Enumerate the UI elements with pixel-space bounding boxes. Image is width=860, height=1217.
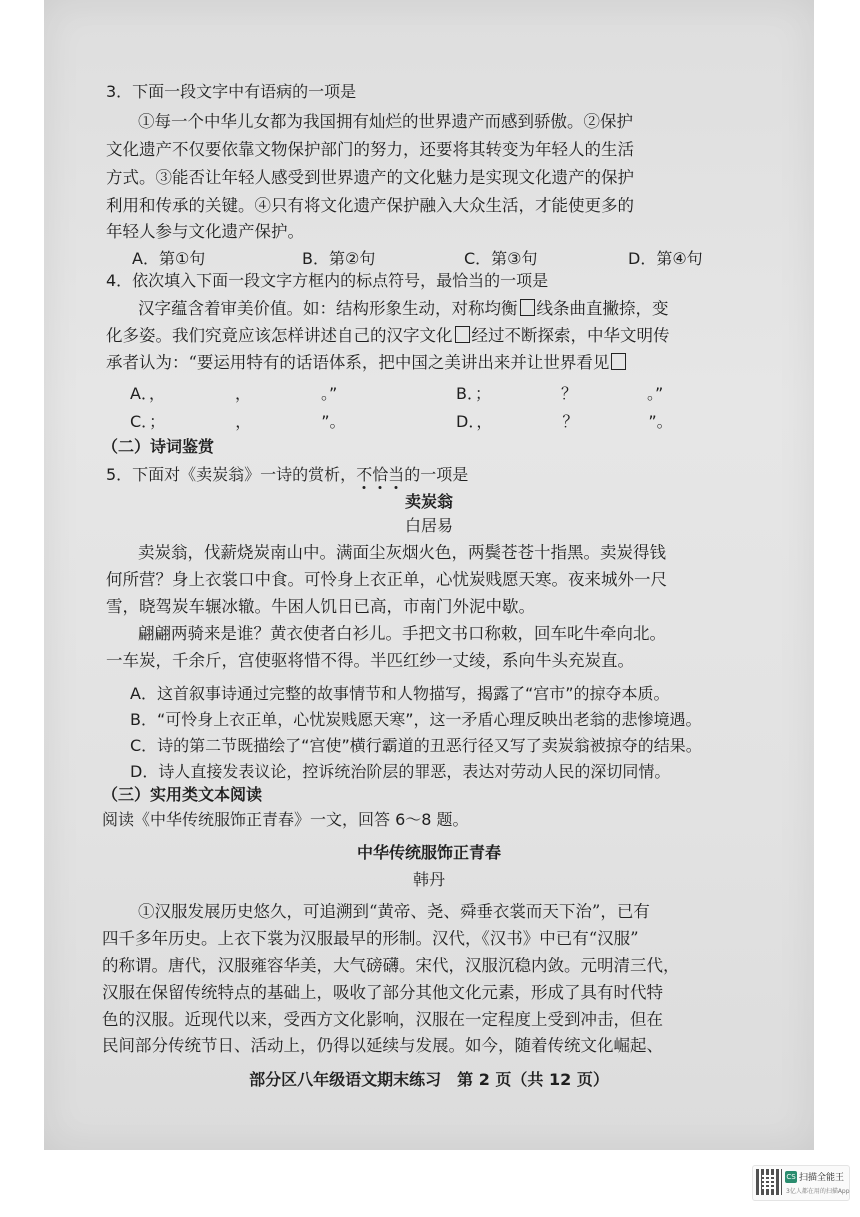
q3-passage-line: ①每一个中华儿女都为我国拥有灿烂的世界遗产而感到骄傲。②保护 xyxy=(138,112,633,131)
article-author: 韩丹 xyxy=(412,870,445,889)
poem-author: 白居易 xyxy=(404,516,453,535)
q4-option-mark: ？ xyxy=(562,412,579,431)
q5-stem-text: 5．下面对《卖炭翁》一诗的赏析， xyxy=(106,465,357,484)
q4-stem: 4．依次填入下面一段文字方框内的标点符号，最恰当的一项是 xyxy=(106,271,549,290)
emphasis-char: 不 xyxy=(356,465,373,484)
poem-line: 雪，晓驾炭车辗冰辙。牛困人饥日已高，市南门外泥中歇。 xyxy=(106,597,535,616)
q5-option-a: A．这首叙事诗通过完整的故事情节和人物描写，揭露了“宫市”的掠夺本质。 xyxy=(130,684,670,703)
emphasis-char: 恰 xyxy=(372,465,389,484)
article-line: ①汉服发展历史悠久，可追溯到“黄帝、尧、舜垂衣裳而天下治”，已有 xyxy=(138,902,650,921)
q4-passage-line xyxy=(138,299,669,319)
q3-option-d: D．第④句 xyxy=(628,249,703,268)
q4-text: 经过不断探索，中华文明传 xyxy=(471,326,670,345)
poem-line: 翩翩两骑来是谁？黄衣使者白衫儿。手把文书口称敕，回车叱牛牵向北。 xyxy=(138,624,666,643)
q4-option-mark: ”。 xyxy=(321,412,346,431)
q4-option-c xyxy=(130,409,346,432)
article-line: 色的汉服。近现代以来，受西方文化影响，汉服在一定程度上受到冲击，但在 xyxy=(102,1010,663,1029)
article-line: 的称谓。唐代，汉服雍容华美，大气磅礴。宋代，汉服沉稳内敛。元明清三代， xyxy=(102,956,680,975)
q4-text: 线条曲直撇捺，变 xyxy=(536,299,669,318)
reading-instruction: 阅读《中华传统服饰正青春》一文，回答 6～8 题。 xyxy=(102,810,469,829)
q4-option-d xyxy=(456,409,673,432)
article-line: 汉服在保留传统特点的基础上，吸收了部分其他文化元素，形成了具有时代特 xyxy=(102,983,663,1002)
q4-option-mark: B．； xyxy=(456,384,491,403)
blank-box xyxy=(520,299,535,316)
q4-option-mark: C．； xyxy=(130,412,166,431)
q5-stem-text: 的一项是 xyxy=(404,465,469,484)
q4-option-b xyxy=(456,381,663,404)
q4-option-mark: D．， xyxy=(456,412,493,431)
q4-passage-line xyxy=(106,326,670,346)
q4-option-a xyxy=(130,381,337,404)
q3-passage-line: 利用和传承的关键。④只有将文化遗产保护融入大众生活，才能使更多的 xyxy=(106,196,634,215)
q4-text: 汉字蕴含着审美价值。如：结构形象生动，对称均衡 xyxy=(138,299,518,318)
poem-line: 卖炭翁，伐薪烧炭南山中。满面尘灰烟火色，两鬓苍苍十指黑。卖炭得钱 xyxy=(138,543,666,562)
poem-title: 卖炭翁 xyxy=(404,492,453,511)
section-heading-practical: （三）实用类文本阅读 xyxy=(102,785,263,804)
q5-option-d: D．诗人直接发表议论，控诉统治阶层的罪恶，表达对劳动人民的深切同情。 xyxy=(130,762,671,781)
q3-option-c: C．第③句 xyxy=(464,249,538,268)
q3-passage-line: 文化遗产不仅要依靠文物保护部门的努力，还要将其转变为年轻人的生活 xyxy=(106,140,634,159)
app-name: 扫描全能王 xyxy=(799,1173,845,1183)
q4-option-mark: ”。 xyxy=(648,412,673,431)
qr-code-icon xyxy=(756,1169,782,1195)
poem-line: 何所营？身上衣裳口中食。可怜身上衣正单，心忧炭贱愿天寒。夜来城外一尺 xyxy=(106,570,667,589)
q4-text: 承者认为：“要运用特有的话语体系，把中国之美讲出来并让世界看见 xyxy=(106,353,610,372)
q4-passage-line xyxy=(106,353,628,373)
article-line: 四千多年历史。上衣下裳为汉服最早的形制。汉代，《汉书》中已有“汉服” xyxy=(102,929,639,948)
poem-line: 一车炭，千余斤，宫使驱将惜不得。半匹红纱一丈绫，系向牛头充炭直。 xyxy=(106,651,634,670)
emphasis-char: 当 xyxy=(388,465,405,484)
q3-passage-line: 方式。③能否让年轻人感受到世界遗产的文化魅力是实现文化遗产的保护 xyxy=(106,168,634,187)
q5-option-b: B．“可怜身上衣正单，心忧炭贱愿天寒”，这一矛盾心理反映出老翁的悲惨境遇。 xyxy=(130,710,702,729)
q5-stem xyxy=(106,465,468,485)
exam-page xyxy=(44,0,814,1150)
q3-option-a: A．第①句 xyxy=(132,249,206,268)
q4-text: 化多姿。我们究竟应该怎样讲述自己的汉字文化 xyxy=(106,326,453,345)
camscanner-logo-icon: CS xyxy=(786,1173,796,1181)
q3-option-b: B．第②句 xyxy=(302,249,376,268)
q4-option-mark: A．， xyxy=(130,384,165,403)
q3-passage-line: 年轻人参与文化遗产保护。 xyxy=(106,222,304,241)
q4-option-mark: 。” xyxy=(647,384,664,403)
blank-box xyxy=(455,326,470,343)
section-heading-poetry: （二）诗词鉴赏 xyxy=(102,437,215,456)
q4-option-mark: ？ xyxy=(560,384,577,403)
article-title: 中华传统服饰正青春 xyxy=(356,843,501,862)
q4-option-mark: ， xyxy=(234,384,251,403)
scanner-watermark xyxy=(752,1165,850,1201)
q3-stem: 3．下面一段文字中有语病的一项是 xyxy=(106,82,357,101)
blank-box xyxy=(611,353,626,370)
q4-option-mark: ， xyxy=(235,412,252,431)
page-footer: 部分区八年级语文期末练习 第 2 页（共 12 页） xyxy=(249,1070,609,1089)
article-line: 民间部分传统节日、活动上，仍得以延续与发展。如今，随着传统文化崛起、 xyxy=(102,1036,663,1055)
q5-option-c: C．诗的第二节既描绘了“宫使”横行霸道的丑恶行径又写了卖炭翁被掠夺的结果。 xyxy=(130,736,702,755)
app-tagline: 3亿人都在用的扫描App xyxy=(786,1188,850,1195)
q4-option-mark: 。” xyxy=(320,384,338,403)
